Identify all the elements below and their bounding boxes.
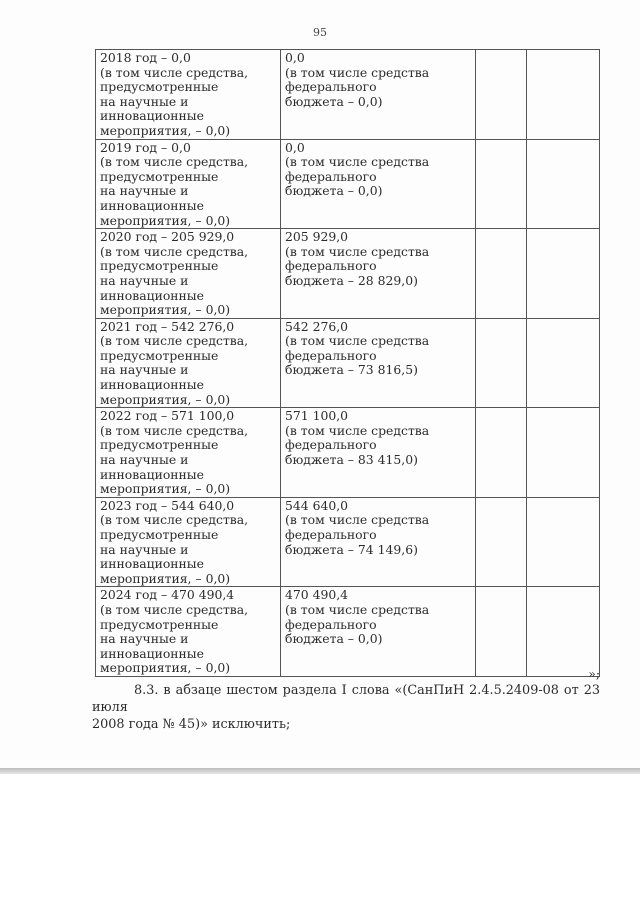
amendment-paragraph xyxy=(92,682,600,733)
cell-line: федерального xyxy=(285,437,377,453)
cell-line: (в том числе средства, xyxy=(100,601,249,617)
cell-line: инновационные xyxy=(100,108,204,124)
empty-cell xyxy=(527,497,600,587)
cell-line: 2020 год – 205 929,0 xyxy=(100,229,235,245)
cell-line: предусмотренные xyxy=(100,168,219,184)
table-row xyxy=(96,229,600,319)
cell-line: 2021 год – 542 276,0 xyxy=(100,318,235,334)
cell-line: федерального xyxy=(285,258,377,274)
cell-line: (в том числе средства xyxy=(285,422,430,438)
empty-cell xyxy=(527,50,600,140)
federal-budget-cell xyxy=(281,50,476,140)
cell-line: федерального xyxy=(285,79,377,95)
year-total-cell xyxy=(96,50,281,140)
cell-line: на научные и xyxy=(100,183,189,199)
cell-line: на научные и xyxy=(100,93,189,109)
cell-line: 2022 год – 571 100,0 xyxy=(100,408,235,424)
cell-line: бюджета – 0,0) xyxy=(285,183,383,199)
federal-budget-cell xyxy=(281,497,476,587)
cell-line: федерального xyxy=(285,347,377,363)
cell-line: предусмотренные xyxy=(100,527,219,542)
cell-line: 2019 год – 0,0 xyxy=(100,139,191,155)
cell-line: (в том числе средства, xyxy=(100,154,249,170)
cell-line: мероприятия, – 0,0) xyxy=(100,212,231,228)
cell-line: предусмотренные xyxy=(100,347,219,363)
cell-line: 0,0 xyxy=(285,139,305,155)
empty-cell xyxy=(527,408,600,498)
cell-line: (в том числе средства xyxy=(285,154,430,170)
cell-line: предусмотренные xyxy=(100,616,219,632)
cell-line: 205 929,0 xyxy=(285,229,349,245)
blank-area xyxy=(0,774,640,905)
cell-line: на научные и xyxy=(100,541,189,557)
federal-budget-cell xyxy=(281,139,476,229)
page-number: 95 xyxy=(313,26,327,39)
federal-budget-cell xyxy=(281,408,476,498)
table-row xyxy=(96,318,600,408)
empty-cell xyxy=(476,50,527,140)
empty-cell xyxy=(476,229,527,319)
budget-table xyxy=(95,49,600,677)
closing-quote: »; xyxy=(588,666,600,681)
year-total-cell xyxy=(96,497,281,587)
federal-budget-cell xyxy=(281,318,476,408)
cell-line: 470 490,4 xyxy=(285,587,349,603)
cell-line: на научные и xyxy=(100,362,189,378)
cell-line: 2024 год – 470 490,4 xyxy=(100,587,235,603)
cell-line: 0,0 xyxy=(285,50,305,65)
cell-line: мероприятия, – 0,0) xyxy=(100,391,231,407)
year-total-cell xyxy=(96,408,281,498)
table-row xyxy=(96,587,600,677)
cell-line: мероприятия, – 0,0) xyxy=(100,481,231,497)
empty-cell xyxy=(476,318,527,408)
cell-line: (в том числе средства xyxy=(285,333,430,349)
year-total-cell xyxy=(96,139,281,229)
cell-line: федерального xyxy=(285,527,377,542)
cell-line: бюджета – 0,0) xyxy=(285,631,383,647)
cell-line: (в том числе средства, xyxy=(100,422,249,438)
cell-line: федерального xyxy=(285,616,377,632)
paragraph-line-1: 8.3. в абзаце шестом раздела I слова «(СанПиН 2.4.5.2409-08 от 23 июля xyxy=(92,683,600,715)
cell-line: (в том числе средства, xyxy=(100,333,249,349)
table-row xyxy=(96,139,600,229)
cell-line: на научные и xyxy=(100,631,189,647)
table-row xyxy=(96,497,600,587)
cell-line: бюджета – 0,0) xyxy=(285,93,383,109)
year-total-cell xyxy=(96,318,281,408)
cell-line: бюджета – 74 149,6) xyxy=(285,541,418,557)
federal-budget-cell xyxy=(281,587,476,677)
cell-line: (в том числе средства, xyxy=(100,512,249,528)
cell-line: инновационные xyxy=(100,556,204,572)
cell-line: (в том числе средства, xyxy=(100,243,249,259)
cell-line: инновационные xyxy=(100,377,204,393)
empty-cell xyxy=(476,497,527,587)
cell-line: мероприятия, – 0,0) xyxy=(100,302,231,318)
cell-line: 2023 год – 544 640,0 xyxy=(100,497,235,513)
cell-line: 2018 год – 0,0 xyxy=(100,50,191,65)
empty-cell xyxy=(476,587,527,677)
empty-cell xyxy=(476,408,527,498)
empty-cell xyxy=(527,139,600,229)
cell-line: бюджета – 83 415,0) xyxy=(285,452,418,468)
cell-line: 542 276,0 xyxy=(285,318,349,334)
table-row xyxy=(96,50,600,140)
cell-line: инновационные xyxy=(100,466,204,482)
paragraph-line-2: 2008 года № 45)» исключить; xyxy=(92,717,291,732)
empty-cell xyxy=(527,229,600,319)
table-row xyxy=(96,408,600,498)
cell-line: на научные и xyxy=(100,452,189,468)
cell-line: бюджета – 73 816,5) xyxy=(285,362,418,378)
cell-line: (в том числе средства xyxy=(285,243,430,259)
year-total-cell xyxy=(96,587,281,677)
cell-line: инновационные xyxy=(100,197,204,213)
federal-budget-cell xyxy=(281,229,476,319)
cell-line: мероприятия, – 0,0) xyxy=(100,660,231,676)
cell-line: бюджета – 28 829,0) xyxy=(285,272,418,288)
cell-line: мероприятия, – 0,0) xyxy=(100,122,231,138)
cell-line: предусмотренные xyxy=(100,437,219,453)
year-total-cell xyxy=(96,229,281,319)
cell-line: (в том числе средства xyxy=(285,601,430,617)
cell-line: (в том числе средства xyxy=(285,512,430,528)
cell-line: 571 100,0 xyxy=(285,408,349,424)
cell-line: предусмотренные xyxy=(100,79,219,95)
cell-line: (в том числе средства, xyxy=(100,64,249,80)
cell-line: (в том числе средства xyxy=(285,64,430,80)
empty-cell xyxy=(527,318,600,408)
cell-line: федерального xyxy=(285,168,377,184)
cell-line: предусмотренные xyxy=(100,258,219,274)
cell-line: мероприятия, – 0,0) xyxy=(100,570,231,586)
empty-cell xyxy=(527,587,600,677)
cell-line: 544 640,0 xyxy=(285,497,349,513)
cell-line: инновационные xyxy=(100,287,204,303)
empty-cell xyxy=(476,139,527,229)
cell-line: на научные и xyxy=(100,272,189,288)
cell-line: инновационные xyxy=(100,645,204,661)
